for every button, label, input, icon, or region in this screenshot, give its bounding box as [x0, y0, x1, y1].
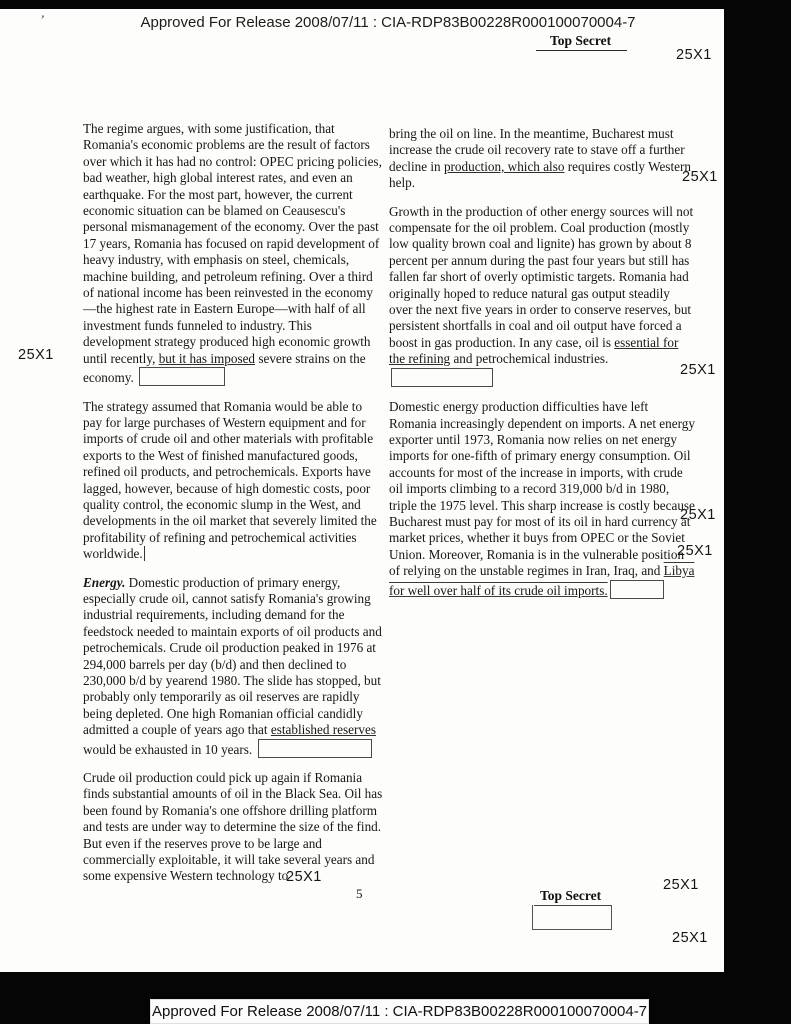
- paragraph-text: Domestic energy production difficulties have left Romania increasingly dependent on imports. A net energy exporter until 1973, Romania now relies on net energy imports for one-fifth of primary energy consumption. Oil accounts for most of the increase in imports, with crude oil imports climbing to a record 319,000 b/d in 1980, triple the 1975 level. This sharp increase is costly because Bucharest must pay for most of its oil in hard currency at market prices, whether it buys from OPEC or the Soviet Union. Moreover, Romania is in the vulnerable position of relying on the unstable regimes in Iran, Iraq, and: [389, 399, 695, 579]
- redaction-box: [610, 580, 664, 599]
- paragraph-strategy: [83, 399, 383, 563]
- boxed-text: Libya for well over half of its crude oil imports.: [389, 563, 695, 598]
- stray-mark: ’: [38, 11, 46, 28]
- approval-header: Approved For Release 2008/07/11 : CIA-RDP83B00228R000100070004-7: [140, 14, 636, 31]
- paragraph-text: and petrochemical industries.: [450, 351, 609, 367]
- paragraph-energy: [83, 575, 383, 758]
- classification-banner-bottom: Top Secret: [534, 888, 611, 906]
- paragraph-text: Crude oil production could pick up again if Romania finds substantial amounts of oil in the Black Sea. Oil has been found by Romania's one offshore drilling platform and tests are under way to determine the size of the find. But even if the reserves prove to be large and commercially exploitable, it will take several years and some expensive Western technology to: [83, 770, 383, 884]
- underlined-text: but it has imposed: [158, 350, 256, 366]
- declass-marking-right-4: 25X1: [677, 543, 713, 559]
- paragraph-regime: [83, 121, 383, 387]
- declass-marking-left-margin: 25X1: [18, 347, 54, 363]
- paragraph-other-energy: [389, 204, 695, 387]
- paragraph-text: The regime argues, with some justification, that Romania's economic problems are the result of factors over which it has had no control: OPEC pricing policies, bad weather, high global interest rates, and even an earthquake. For the most part, however, the current economic situation can be blamed on Ceausescu's personal mismanagement of the economy. Over the past 17 years, Romania has focused on rapid development of heavy industry, with emphasis on steel, chemicals, machine building, and petroleum refining. Over a third of national income has been reinvested in the economy—the highest rate in Eastern Europe—with half of all investment funds funneled to industry. This development strategy produced high economic growth until recently,: [83, 121, 382, 366]
- underlined-text: essential for the refining: [389, 334, 679, 367]
- classification-stamp-box: [532, 905, 612, 930]
- redaction-box: [139, 367, 225, 386]
- underlined-text: production, which also: [443, 158, 565, 174]
- declass-marking-right-2: 25X1: [680, 362, 716, 378]
- underlined-text: established reserves: [270, 722, 376, 738]
- declass-marking-top-right: 25X1: [676, 47, 712, 63]
- paragraph-text: requires costly Western help.: [389, 158, 691, 191]
- paragraph-imports: [389, 399, 695, 599]
- paragraph-oil-on-line: [389, 126, 695, 192]
- right-text-column: [389, 126, 695, 611]
- paragraph-text: The strategy assumed that Romania would be able to pay for large purchases of Western equipment and for imports of crude oil and other materials with profitable exports to the West of finished manufactured goods, refined oil products, and petrochemicals. Exports have lagged, however, because of high domestic costs, poor quality control, the economic slump in the West, and developments in the oil market that severely limited the profitability of refining and petrochemical activities worldwide.: [83, 398, 377, 562]
- declass-marking-right-3: 25X1: [680, 507, 716, 523]
- redaction-box: [258, 739, 372, 758]
- paragraph-text: bring the oil on line. In the meantime, Bucharest must increase the crude oil recovery rate to stave off a further decline in: [389, 126, 685, 174]
- paragraph-black-sea: [83, 770, 383, 885]
- paragraph-text: would be exhausted in 10 years.: [83, 741, 253, 757]
- section-lead: Energy.: [83, 574, 126, 590]
- scan-bottom-band: [0, 972, 791, 1024]
- page-number: 5: [356, 886, 363, 901]
- approval-footer: Approved For Release 2008/07/11 : CIA-RDP83B00228R000100070004-7: [150, 999, 649, 1024]
- declass-marking-bottom-right-lower: 25X1: [672, 930, 708, 946]
- redaction-box: [391, 368, 493, 387]
- classification-banner-top: Top Secret: [536, 33, 627, 51]
- classification-tick: [144, 546, 145, 561]
- paragraph-text: Domestic production of primary energy, especially crude oil, cannot satisfy Romania's growing industrial requirements, including demand for the feedstock needed to maintain exports of oil products and petrochemicals. Crude oil production peaked in 1976 at 294,000 barrels per day (b/d) and then declined to 230,000 b/d by yearend 1980. The slide has stopped, but probably only temporarily as oil reserves are rapidly being depleted. One high Romanian official candidly admitted a couple of years ago that: [83, 574, 382, 738]
- declass-marking-bottom-right-upper: 25X1: [663, 877, 699, 893]
- declass-marking-right-1: 25X1: [682, 169, 718, 185]
- document-page: [0, 9, 724, 972]
- declass-marking-bottom-left: 25X1: [286, 869, 322, 885]
- left-text-column: [83, 121, 383, 897]
- paragraph-text: Growth in the production of other energy sources will not compensate for the oil problem. Coal production (mostly low quality brown coal and lignite) has grown by about 8 percent per annum during the past four years but still has fallen far short of overly optimistic targets. Romania had originally hoped to reduce natural gas output steadily over the next five years in order to conserve reserves, but persistent shortfalls in coal and oil output have forced a boost in gas production. In any case, oil is: [389, 203, 694, 350]
- paragraph-text: severe strains on the economy.: [83, 350, 366, 386]
